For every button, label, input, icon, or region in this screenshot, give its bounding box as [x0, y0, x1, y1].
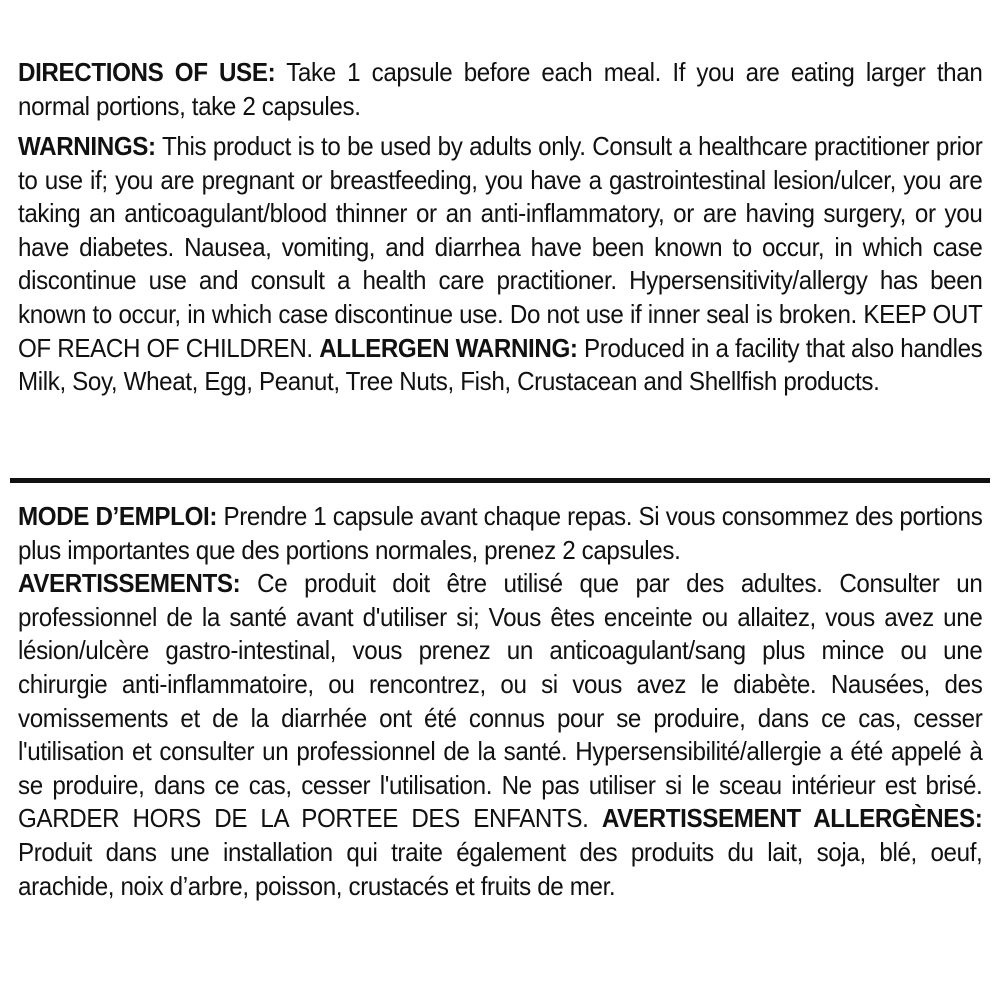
- french-directions-paragraph: [18, 500, 982, 567]
- english-warnings-text: This product is to be used by adults only. Consult a healthcare practitioner prior to use if; you are pregnant or breastfeeding, you have a gastrointestinal lesion/ulcer, you are taking an anticoagulant/blood thinner or an anti-inflammatory, or are having surgery, or you have diabetes. Nausea, vomiting, and diarrhea have been known to occur, in which case discontinue use and consult a health care practitioner. Hypersensitivity/allergy has been known to occur, in which case discontinue use. Do not use if inner seal is broken. KEEP OUT OF REACH OF CHILDREN.: [18, 131, 983, 363]
- section-divider: [10, 478, 990, 483]
- french-section: [18, 500, 982, 903]
- english-directions-paragraph: [18, 56, 982, 123]
- french-allergen-heading: AVERTISSEMENT ALLERGÈNES:: [601, 803, 983, 834]
- french-allergen-text: Produit dans une installation qui traite également des produits du lait, soja, blé, oeuf, arachide, noix d’arbre, poisson, crustacés et fruits de mer.: [18, 836, 983, 901]
- english-warnings-section: [18, 130, 982, 399]
- english-warnings-heading: WARNINGS:: [18, 131, 156, 161]
- french-warnings-paragraph: [18, 567, 982, 903]
- english-allergen-text: Produced in a facility that also handles Milk, Soy, Wheat, Egg, Peanut, Tree Nuts, Fish, Crustacean and Shellfish products.: [18, 332, 983, 397]
- french-warnings-text: Ce produit doit être utilisé que par des adultes. Consulter un professionnel de la santé avant d'utiliser si; Vous êtes enceinte ou allaitez, vous avez une lésion/ulcère gastro-intestinal, vous prenez un anticoagulant/sang plus mince ou une chirurgie anti-inflammatoire, ou rencontrez, ou si vous avez le diabète. Nausées, des vomissements et de la diarrhée ont été connus pour se produire, dans ce cas, cesser l'utilisation et consulter un professionnel de la santé. Hypersensibilité/allergie a été appelé à se produire, dans ce cas, cesser l'utilisation. Ne pas utiliser si le sceau intérieur est brisé. GARDER HORS DE LA PORTEE DES ENFANTS.: [18, 568, 983, 834]
- french-directions-heading: MODE D’EMPLOI:: [18, 501, 218, 531]
- english-allergen-heading: ALLERGEN WARNING:: [319, 332, 578, 363]
- english-warnings-paragraph: [18, 130, 982, 399]
- english-directions-text: Take 1 capsule before each meal. If you are eating larger than normal portions, take 2 capsules.: [18, 57, 983, 121]
- french-directions-text: Prendre 1 capsule avant chaque repas. Si vous consommez des portions plus importantes que des portions normales, prenez 2 capsules.: [18, 501, 983, 565]
- english-directions-section: [18, 56, 982, 123]
- french-warnings-heading: AVERTISSEMENTS:: [18, 568, 241, 599]
- english-directions-heading: DIRECTIONS OF USE:: [18, 57, 276, 87]
